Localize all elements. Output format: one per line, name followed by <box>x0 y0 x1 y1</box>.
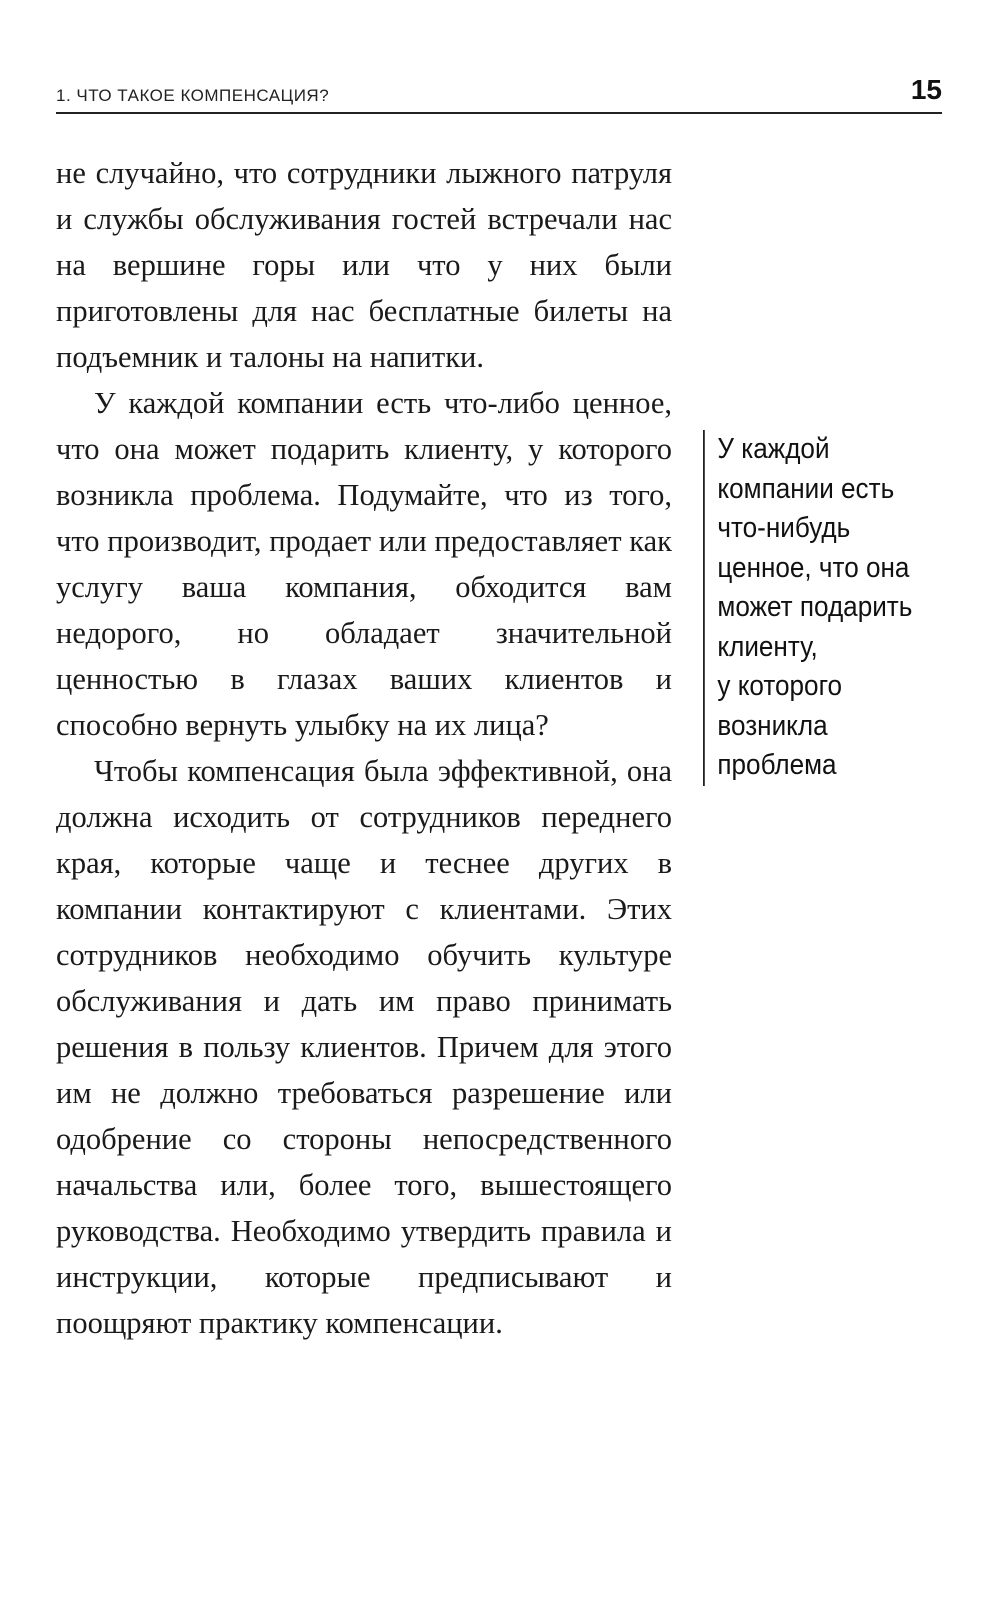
page-header <box>56 72 942 114</box>
paragraph-3: Чтобы компенсация была эффективной, она должна исходить от сотрудников переднего края, которые чаще и теснее других в компании контактируют с клиентами. Этих сотрудников необходимо обучить культуре обслуживания и дать им право принимать решения в пользу клиентов. Причем для этого им не должно требоваться разрешение или одобрение со стороны непосредственного начальства или, более того, вышестоящего руководства. Необходимо утвердить правила и инструкции, которые предписывают и поощряют практику компенсации. <box>56 754 672 1340</box>
pull-quote-line: ценное, что она <box>717 551 910 584</box>
paragraph-1: не случайно, что сотрудники лыжного патруля и службы обслуживания гостей встречали нас на вершине горы или что у них были приготовлены для нас бесплатные билеты на подъемник и талоны на напитки. <box>56 156 672 374</box>
main-text <box>56 150 672 1346</box>
pull-quote-line: клиенту, <box>717 630 818 663</box>
pull-quote-line: компании есть <box>717 472 895 505</box>
pull-quote-line: возникла <box>717 709 828 742</box>
margin-pull-quote <box>703 430 942 786</box>
paragraph-2: У каждой компании есть что-либо ценное, что она может подарить клиенту, у которого возникла проблема. Подумайте, что из того, что производит, продает или предоставляет как услугу ваша компания, обходится вам недорого, но обладает значительной ценностью в глазах ваших клиентов и способно вернуть улыбку на их лица? <box>56 386 672 742</box>
pull-quote-line: у которого <box>717 670 843 702</box>
pull-quote-line: что-нибудь <box>717 512 851 544</box>
page-number: 15 <box>910 74 942 105</box>
pull-quote-line: может подарить <box>717 591 913 623</box>
pull-quote-line: У каждой <box>717 433 830 465</box>
running-head: 1. ЧТО ТАКОЕ КОМПЕНСАЦИЯ? <box>56 86 330 105</box>
pull-quote-line: проблема <box>717 749 837 781</box>
